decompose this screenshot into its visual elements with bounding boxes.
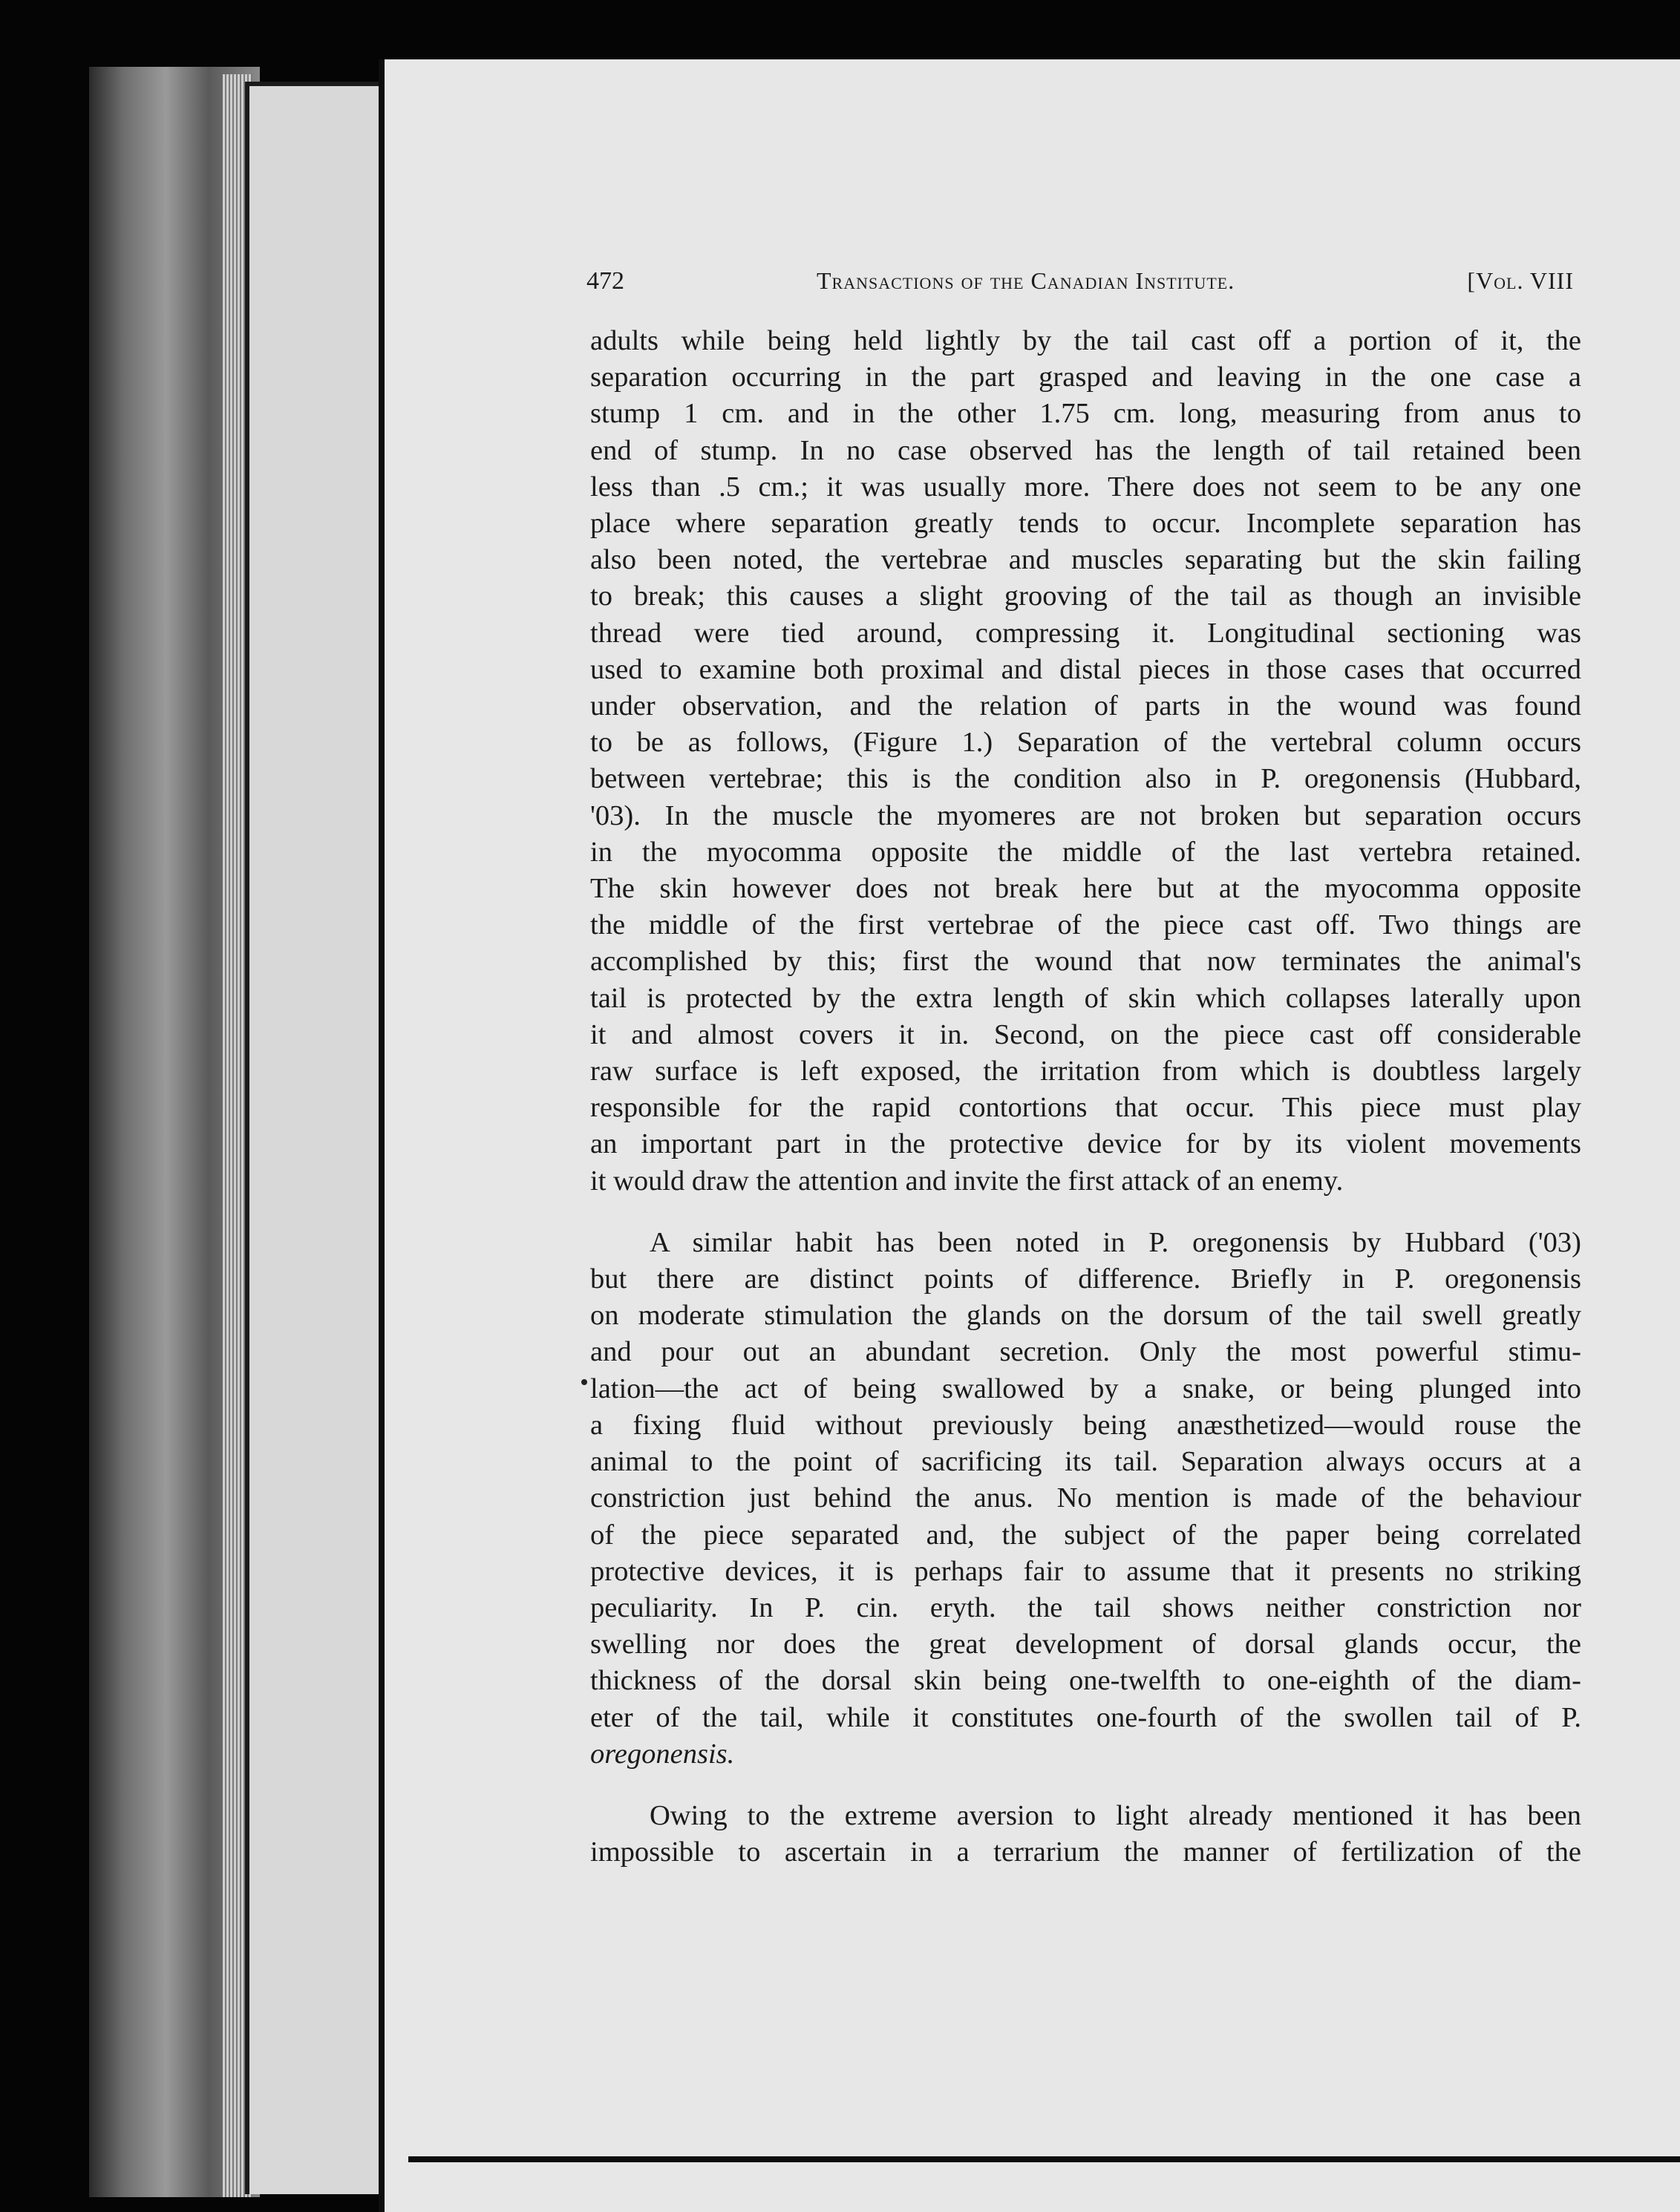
text-line: swelling nor does the great development of dorsal glands occur, the	[590, 1629, 1581, 1660]
text-line: between vertebrae; this is the condition also in P. oregonensis (Hubbard,	[590, 763, 1581, 795]
text-line: adults while being held lightly by the tail cast off a portion of it, the	[590, 325, 1581, 356]
text-line: raw surface is left exposed, the irritation from which is doubtless largely	[590, 1056, 1581, 1087]
text-line: of the piece separated and, the subject of the paper being correlated	[590, 1519, 1581, 1551]
text-line: oregonensis.	[590, 1738, 735, 1770]
text-line: to be as follows, (Figure 1.) Separation of the vertebral column occurs	[590, 727, 1581, 759]
text-line: accomplished by this; first the wound that now terminates the animal's	[590, 946, 1581, 978]
text-line: responsible for the rapid contortions that occur. This piece must play	[590, 1092, 1581, 1124]
paragraph-gap	[590, 1200, 1581, 1225]
text-line: Owing to the extreme aversion to light already mentioned it has been	[650, 1799, 1581, 1831]
text-line: peculiarity. In P. cin. eryth. the tail shows neither constriction nor	[590, 1591, 1581, 1623]
text-line: animal to the point of sacrificing its tail. Separation always occurs at a	[590, 1446, 1581, 1478]
inner-page-frame	[245, 82, 383, 2194]
text-line: under observation, and the relation of parts in the wound was found	[590, 690, 1581, 722]
text-line: lation—the act of being swallowed by a snake, or being plunged into	[590, 1372, 1581, 1404]
text-line: place where separation greatly tends to occur. Incomplete separation has	[590, 508, 1581, 540]
running-header	[586, 261, 1574, 298]
page-bottom-rule	[408, 2156, 1680, 2162]
volume-label: [Vol. VIII	[1467, 267, 1574, 294]
page-number: 472	[586, 267, 624, 295]
text-line: and pour out an abundant secretion. Only the most powerful stimu-	[590, 1336, 1581, 1368]
text-line: to break; this causes a slight grooving of the tail as though an invisible	[590, 580, 1581, 612]
text-line: separation occurring in the part grasped and leaving in the one case a	[590, 361, 1581, 393]
paragraph	[590, 1225, 1581, 1773]
running-title: Transactions of the Canadian Institute.	[817, 267, 1235, 294]
text-line: also been noted, the vertebrae and muscles separating but the skin failing	[590, 544, 1581, 576]
text-line: The skin however does not break here but at the myocomma opposite	[590, 873, 1581, 905]
text-line: used to examine both proximal and distal pieces in those cases that occurred	[590, 653, 1581, 685]
text-line: stump 1 cm. and in the other 1.75 cm. long, measuring from anus to	[590, 398, 1581, 430]
paragraph	[590, 323, 1581, 1200]
text-line: constriction just behind the anus. No mention is made of the behaviour	[590, 1482, 1581, 1514]
paragraph-gap	[590, 1773, 1581, 1798]
text-line: a fixing fluid without previously being anæsthetized—would rouse the	[590, 1409, 1581, 1441]
text-line: end of stump. In no case observed has the length of tail retained been	[590, 434, 1581, 466]
text-line: impossible to ascertain in a terrarium the manner of fertilization of the	[590, 1836, 1581, 1868]
text-line: eter of the tail, while it constitutes one-fourth of the swollen tail of P.	[590, 1701, 1581, 1733]
paragraph	[590, 1798, 1581, 1871]
text-line: thread were tied around, compressing it. Longitudinal sectioning was	[590, 617, 1581, 649]
body-text	[590, 323, 1581, 1871]
text-line: '03). In the muscle the myomeres are not broken but separation occurs	[590, 799, 1581, 831]
text-line: less than .5 cm.; it was usually more. There does not seem to be any one	[590, 471, 1581, 503]
text-line: but there are distinct points of difference. Briefly in P. oregonensis	[590, 1263, 1581, 1295]
text-line: in the myocomma opposite the middle of the last vertebra retained.	[590, 836, 1581, 868]
text-line: tail is protected by the extra length of skin which collapses laterally upon	[590, 982, 1581, 1014]
text-line: thickness of the dorsal skin being one-twelfth to one-eighth of the diam-	[590, 1665, 1581, 1697]
text-line: it would draw the attention and invite the first attack of an enemy.	[590, 1165, 1344, 1197]
text-line: the middle of the first vertebrae of the piece cast off. Two things are	[590, 909, 1581, 941]
text-line: an important part in the protective device for by its violent movements	[590, 1128, 1581, 1160]
text-line: it and almost covers it in. Second, on the piece cast off considerable	[590, 1018, 1581, 1050]
margin-dot	[581, 1379, 587, 1385]
text-line: protective devices, it is perhaps fair to assume that it presents no striking	[590, 1555, 1581, 1587]
text-line: A similar habit has been noted in P. oregonensis by Hubbard ('03)	[650, 1226, 1581, 1258]
text-line: on moderate stimulation the glands on the dorsum of the tail swell greatly	[590, 1300, 1581, 1332]
